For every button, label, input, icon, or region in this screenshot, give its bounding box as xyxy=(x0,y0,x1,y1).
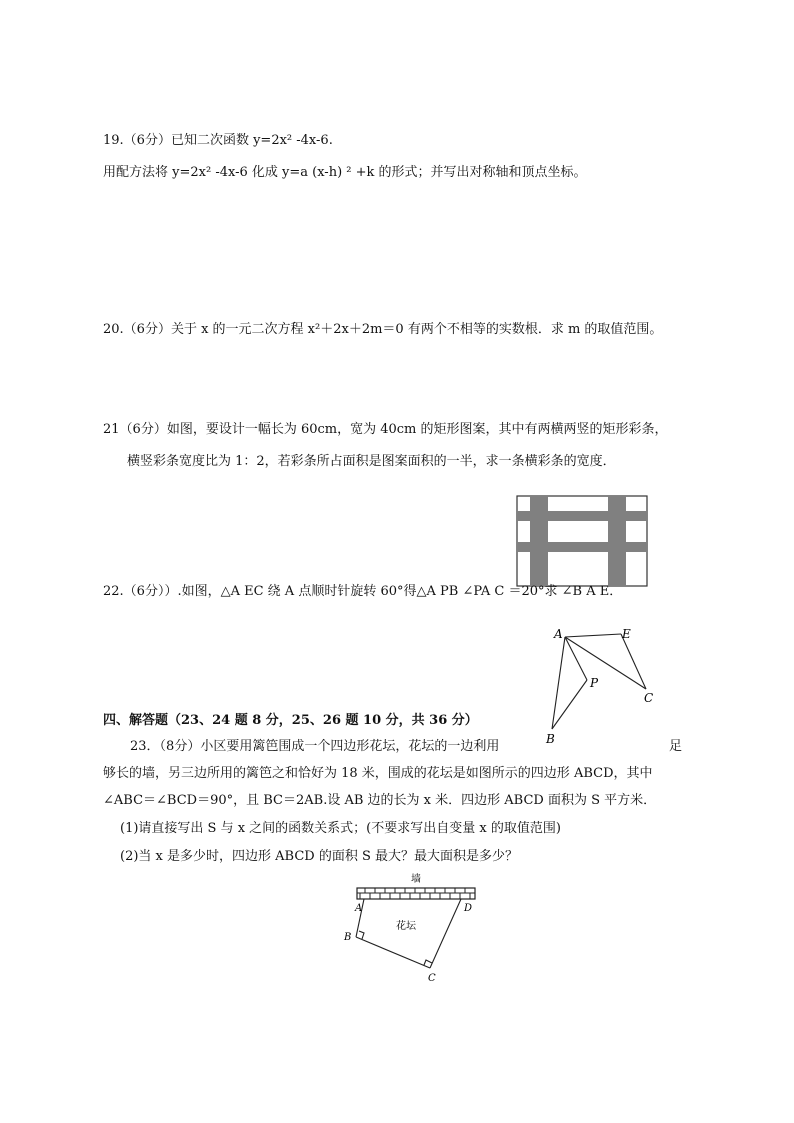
q23-line1a: 23．（8分）小区要用篱笆围成一个四边形花坛，花坛的一边利用 xyxy=(130,739,500,754)
q23-part2: (2)当 x 是多少时，四边形 ABCD 的面积 S 最大？最大面积是多少？ xyxy=(120,849,518,864)
q19-line2: 用配方法将 y=2x² -4x-6 化成 y=a (x-h) ² +k 的形式；并写出对称轴和顶点坐标。 xyxy=(103,165,587,180)
q23-label-A: A xyxy=(355,903,363,914)
segment-PB xyxy=(552,680,587,729)
q19-line1: 19.（6分）已知二次函数 y=2x² -4x-6. xyxy=(103,133,333,148)
segment-AE xyxy=(565,634,621,637)
q21-horizontal-stripe-top xyxy=(517,511,647,521)
q22-label-P: P xyxy=(590,676,599,690)
q23-label-C: C xyxy=(428,973,436,984)
q23-wall-label: 墙 xyxy=(411,874,421,885)
q23-label-B: B xyxy=(344,932,352,943)
right-angle-C xyxy=(424,960,432,965)
q22-line1: 22.（6分））.如图，△A EC 绕 A 点顺时针旋转 60°得△A PB ∠PA C ＝20°求 ∠B A E． xyxy=(103,584,623,599)
q22-label-C: C xyxy=(644,691,654,705)
q20-line1: 20.（6分）关于 x 的一元二次方程 x²＋2x＋2m＝0 有两个不相等的实数根．求 m 的取值范围。 xyxy=(103,322,663,337)
q21-vertical-stripe-left xyxy=(530,496,548,586)
segment-CD xyxy=(430,899,461,968)
q22-label-E: E xyxy=(622,627,631,641)
segment-AB xyxy=(552,637,565,729)
q23-label-D: D xyxy=(464,903,473,914)
q21-vertical-stripe-right xyxy=(608,496,626,586)
q23-flowerbed-figure xyxy=(340,870,490,988)
q21-line1: 21（6分）如图，要设计一幅长为 60cm，宽为 40cm 的矩形图案，其中有两横两竖的矩形彩条， xyxy=(103,422,668,437)
section-4-title: 四、解答题（23、24 题 8 分，25、26 题 10 分，共 36 分） xyxy=(103,713,478,728)
q22-triangle-figure xyxy=(540,622,670,748)
q22-label-A: A xyxy=(554,627,563,641)
right-angle-B xyxy=(359,931,364,939)
q23-part1: (1)请直接写出 S 与 x 之间的函数关系式；(不要求写出自变量 x 的取值范围) xyxy=(120,821,561,836)
q23-line3: ∠ABC＝∠BCD＝90°，且 BC＝2AB.设 AB 边的长为 x 米．四边形 ABCD 面积为 S 平方米． xyxy=(103,793,657,808)
q22-label-B: B xyxy=(546,732,555,746)
q23-flowerbed-label: 花坛 xyxy=(396,921,416,932)
q23-line2: 够长的墙，另三边所用的篱笆之和恰好为 18 米，围成的花坛是如图所示的四边形 ABCD，其中 xyxy=(103,766,653,781)
segment-BC xyxy=(356,937,430,968)
q21-line2: 横竖彩条宽度比为 1：2，若彩条所占面积是图案面积的一半，求一条横彩条的宽度． xyxy=(127,454,616,469)
q21-stripe-figure xyxy=(516,495,648,587)
q21-horizontal-stripe-bottom xyxy=(517,542,647,552)
q23-line1b: 足 xyxy=(669,739,683,754)
